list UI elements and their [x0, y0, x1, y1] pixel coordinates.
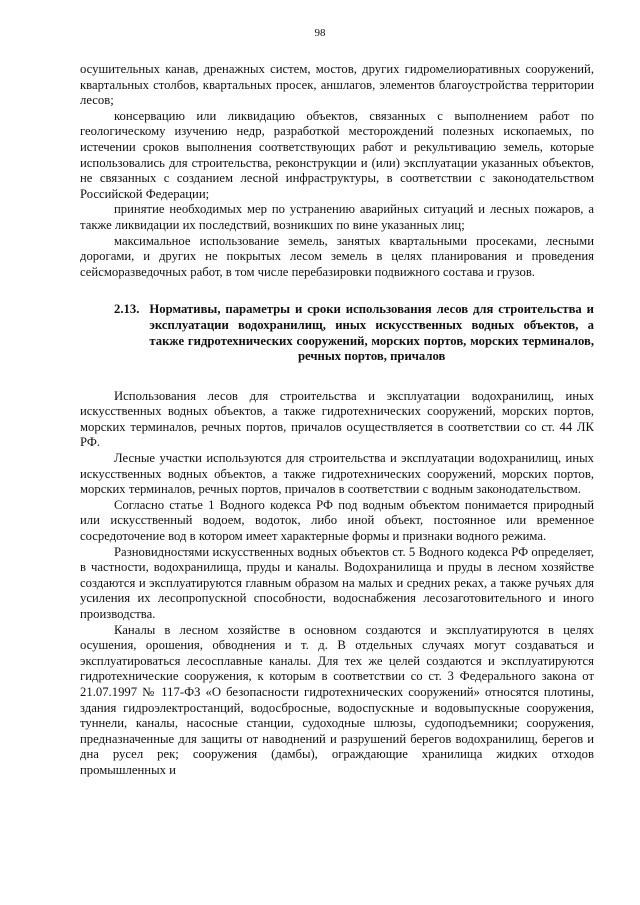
continuation-paragraph: осушительных канав, дренажных систем, мостов, других гидромелиоративных сооружений, квартальных столбов, квартальных просек, аншлагов, элементов благоустройства территории лесов;	[80, 62, 594, 108]
body-paragraph: Разновидностями искусственных водных объектов ст. 5 Водного кодекса РФ определяет, в частности, водохранилища, пруды и каналы. Водохранилища и пруды в лесном хозяйстве создаются и эксплуатируются главным образом на малых и средних реках, а также ручьях для усиления их лесопропускной способности, водоснабжения лесозаготовительного и иного производства.	[80, 544, 594, 621]
section-heading	[114, 302, 594, 364]
page-number: 98	[314, 27, 326, 39]
body-paragraph: Использования лесов для строительства и эксплуатации водохранилищ, иных искусственных водных объектов, а также гидротехнических сооружений, морских портов, морских терминалов, речных портов, причалов осуществляется в соответствии со ст. 44 ЛК РФ.	[80, 388, 594, 450]
continuation-paragraph: принятие необходимых мер по устранению аварийных ситуаций и лесных пожаров, а также ликвидации их последствий, возникших по вине указанных лиц;	[80, 202, 594, 232]
section-title: Нормативы, параметры и сроки использования лесов для строительства и эксплуатации водохранилищ, иных искусственных водных объектов, а также гидротехнических сооружений, морских портов, морских терминалов, речных портов, причалов	[149, 302, 594, 364]
body-paragraph: Лесные участки используются для строительства и эксплуатации водохранилищ, иных искусственных водных объектов, а также гидротехнических сооружений, морских портов, морских терминалов, речных портов, причалов в соответствии с водным законодательством.	[80, 451, 594, 497]
page-content	[80, 62, 594, 779]
body-paragraph: Согласно статье 1 Водного кодекса РФ под водным объектом понимается природный или искусственный водоем, водоток, либо иной объект, постоянное или временное сосредоточение вод в котором имеет характерные формы и признаки водного режима.	[80, 497, 594, 544]
continuation-paragraph: консервацию или ликвидацию объектов, связанных с выполнением работ по геологическому изучению недр, разработкой месторождений полезных ископаемых, по истечении сроков выполнения соответствующих работ и рекультивацию земель, которые использовались для строительства, реконструкции и (или) эксплуатации указанных объектов, не связанных с созданием лесной инфраструктуры, в соответствии с законодательством Российской Федерации;	[80, 108, 594, 201]
continuation-paragraph: максимальное использование земель, занятых квартальными просеками, лесными дорогами, и других не покрытых лесом земель в целях планирования и проведения сейсморазведочных работ, в том числе перебазировки подвижного состава и грузов.	[80, 233, 594, 279]
section-number: 2.13.	[114, 302, 140, 317]
body-paragraph: Каналы в лесном хозяйстве в основном создаются и эксплуатируются в целях осушения, орошения, обводнения и т. д. В отдельных случаях могут создаваться и эксплуатироваться лесосплавные каналы. Для тех же целей создаются и эксплуатируются гидротехнические сооружения, к которым в соответствии со ст. 3 Федерального закона от 21.07.1997 № 117-ФЗ «О безопасности гидротехнических сооружений» относятся плотины, здания гидроэлектростанций, водосбросные, водоспускные и водовыпускные сооружения, туннели, каналы, насосные станции, судоходные шлюзы, судоподъемники; сооружения, предназначенные для защиты от наводнений и разрушений берегов водохранилищ, берегов и дна русел рек; сооружения (дамбы), ограждающие хранилища жидких отходов промышленных и	[80, 622, 594, 777]
